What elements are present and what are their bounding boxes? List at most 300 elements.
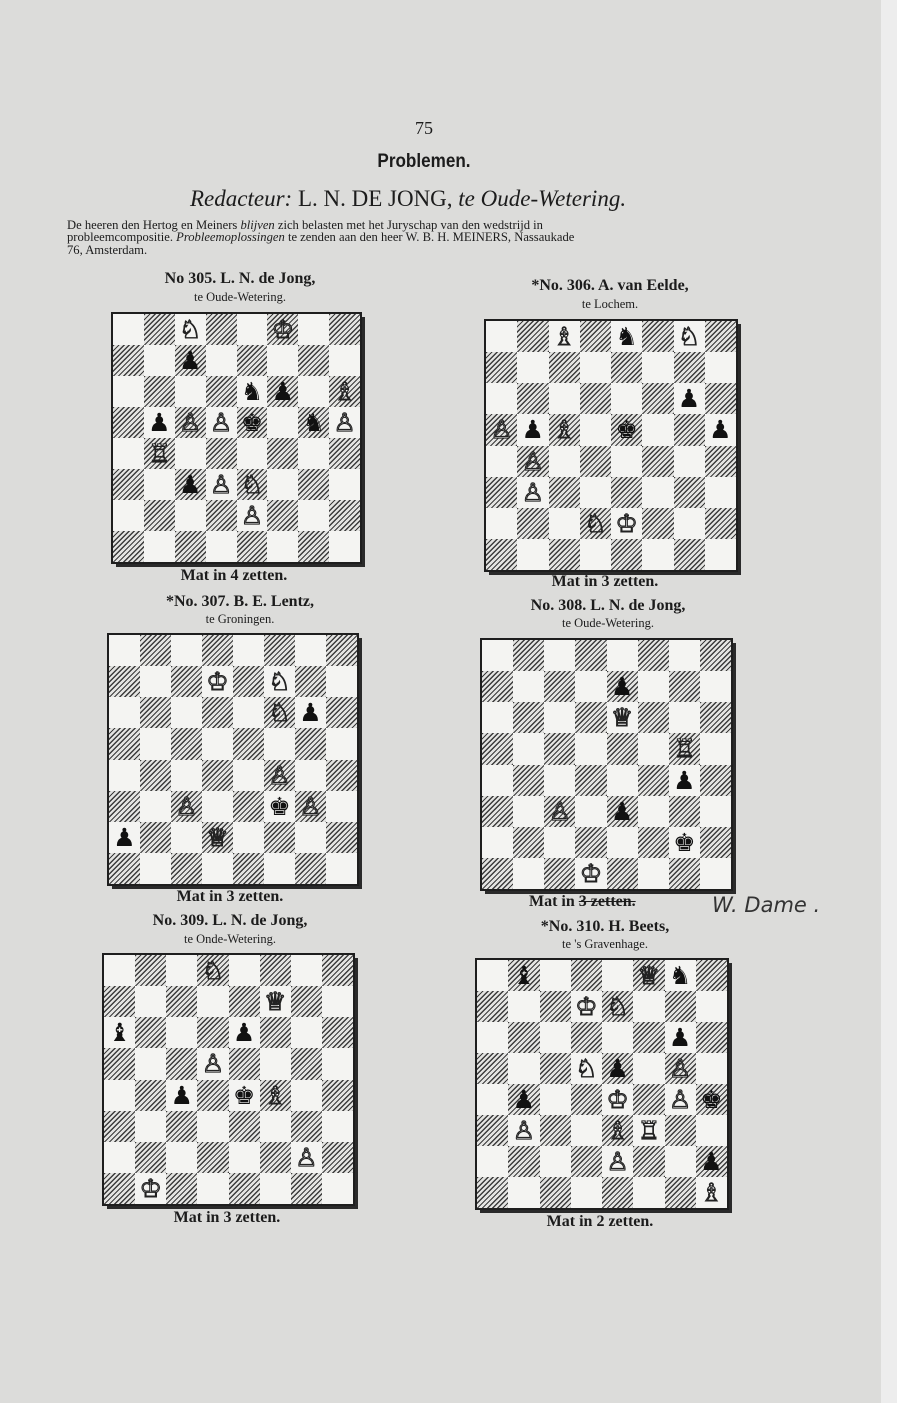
board-square	[705, 539, 736, 570]
board-square	[197, 1111, 228, 1142]
board-square	[233, 822, 264, 853]
board-square	[202, 666, 233, 697]
board-square	[109, 666, 140, 697]
board-square	[166, 955, 197, 986]
board-square	[295, 791, 326, 822]
page-number: 75	[415, 118, 433, 138]
problem-caption: Mat in 3 zetten.	[173, 1209, 281, 1226]
board-square	[665, 991, 696, 1022]
intro-text: 76, Amsterdam.	[67, 242, 148, 257]
board-square	[633, 991, 664, 1022]
editor-place: te Oude-Wetering.	[458, 186, 627, 211]
intro-text: te zenden aan den heer W. B. H. MEINERS, Nassaukade	[284, 230, 575, 245]
board-square	[642, 414, 673, 445]
board-square	[326, 791, 357, 822]
problem-place: te 's Gravenhage.	[562, 937, 648, 951]
black-knight-icon: ♞	[615, 322, 638, 352]
board-square	[575, 640, 606, 671]
board-square	[580, 383, 611, 414]
board-square	[571, 991, 602, 1022]
board-square	[135, 1111, 166, 1142]
board-square	[602, 1022, 633, 1053]
board-square	[264, 791, 295, 822]
board-square	[602, 1115, 633, 1146]
board-square	[508, 991, 539, 1022]
board-square	[104, 1173, 135, 1204]
board-square	[571, 960, 602, 991]
board-grid	[477, 960, 727, 1208]
board-square	[206, 469, 237, 500]
board-square	[267, 407, 298, 438]
board-square	[549, 539, 580, 570]
board-square	[229, 986, 260, 1017]
white-pawn-icon: ♙	[548, 796, 572, 826]
board-square	[326, 697, 357, 728]
board-square	[705, 477, 736, 508]
black-king-icon: ♚	[268, 791, 291, 821]
white-bishop-icon: ♗	[552, 415, 576, 445]
board-square	[109, 760, 140, 791]
board-square	[696, 1053, 727, 1084]
black-pawn-icon: ♟	[668, 1023, 692, 1052]
problem-caption: Mat in 4 zetten.	[180, 567, 288, 584]
board-grid	[113, 314, 360, 562]
board-square	[580, 321, 611, 352]
board-square	[113, 314, 144, 345]
board-square	[611, 352, 642, 383]
board-square	[544, 640, 575, 671]
board-square	[329, 407, 360, 438]
board-square	[486, 477, 517, 508]
board-square	[140, 822, 171, 853]
board-square	[291, 1017, 322, 1048]
board-square	[104, 1080, 135, 1111]
white-bishop-icon: ♗	[700, 1178, 723, 1207]
board-square	[144, 407, 175, 438]
board-square	[513, 765, 544, 796]
board-square	[642, 321, 673, 352]
board-square	[486, 383, 517, 414]
board-square	[326, 635, 357, 666]
board-square	[171, 666, 202, 697]
board-square	[665, 1084, 696, 1115]
board-square	[260, 1017, 291, 1048]
board-square	[477, 1084, 508, 1115]
board-square	[477, 991, 508, 1022]
board-square	[700, 858, 731, 889]
board-square	[482, 671, 513, 702]
board-square	[233, 853, 264, 884]
board-square	[295, 760, 326, 791]
board-square	[638, 702, 669, 733]
board-square	[202, 635, 233, 666]
board-square	[267, 500, 298, 531]
problem-place: te Lochem.	[581, 297, 639, 311]
board-square	[135, 986, 166, 1017]
handwritten-annotation: W. Dame .	[712, 893, 821, 917]
board-square	[482, 827, 513, 858]
board-square	[206, 314, 237, 345]
board-square	[674, 477, 705, 508]
board-square	[700, 671, 731, 702]
black-pawn-icon: ♟	[521, 415, 545, 445]
board-square	[549, 352, 580, 383]
board-square	[642, 383, 673, 414]
board-square	[197, 1080, 228, 1111]
black-pawn-icon: ♟	[700, 1147, 723, 1176]
board-square	[291, 1080, 322, 1111]
board-square	[633, 1177, 664, 1208]
board-square	[633, 1084, 664, 1115]
white-pawn-icon: ♙	[209, 408, 233, 437]
board-square	[267, 314, 298, 345]
board-square	[175, 376, 206, 407]
board-square	[611, 383, 642, 414]
problem-title: No. 308. L. N. de Jong,	[530, 597, 686, 614]
board-square	[517, 477, 548, 508]
board-grid	[482, 640, 731, 889]
board-square	[705, 508, 736, 539]
board-square	[638, 765, 669, 796]
board-square	[633, 1115, 664, 1146]
board-square	[571, 1022, 602, 1053]
board-square	[113, 531, 144, 562]
board-square	[267, 531, 298, 562]
board-square	[508, 1084, 539, 1115]
board-square	[696, 991, 727, 1022]
black-knight-icon: ♞	[302, 408, 325, 437]
board-square	[540, 1146, 571, 1177]
board-square	[602, 991, 633, 1022]
black-pawn-icon: ♟	[148, 408, 171, 437]
white-pawn-icon: ♙	[490, 415, 513, 445]
board-square	[206, 407, 237, 438]
board-square	[705, 352, 736, 383]
board-square	[237, 345, 268, 376]
chess-board	[480, 638, 733, 891]
board-square	[642, 352, 673, 383]
board-square	[295, 822, 326, 853]
board-square	[611, 446, 642, 477]
board-square	[135, 1048, 166, 1079]
chess-board	[484, 319, 738, 572]
board-square	[113, 469, 144, 500]
board-square	[669, 765, 700, 796]
board-square	[513, 671, 544, 702]
board-square	[144, 469, 175, 500]
board-square	[260, 1173, 291, 1204]
board-square	[517, 383, 548, 414]
white-king-icon: ♔	[606, 1085, 629, 1114]
board-square	[544, 733, 575, 764]
board-square	[166, 1173, 197, 1204]
board-square	[104, 955, 135, 986]
board-square	[477, 960, 508, 991]
black-pawn-icon: ♟	[113, 822, 136, 852]
board-square	[477, 1146, 508, 1177]
chess-board	[111, 312, 362, 564]
board-square	[166, 1142, 197, 1173]
board-square	[291, 1173, 322, 1204]
board-square	[544, 827, 575, 858]
white-queen-icon: ♕	[206, 822, 229, 852]
board-square	[486, 352, 517, 383]
board-square	[549, 383, 580, 414]
board-square	[326, 853, 357, 884]
board-square	[665, 1146, 696, 1177]
caption-text: Mat in	[529, 893, 579, 910]
white-pawn-icon: ♙	[521, 477, 545, 507]
black-knight-icon: ♞	[668, 961, 692, 990]
board-square	[144, 376, 175, 407]
board-square	[202, 791, 233, 822]
board-square	[611, 477, 642, 508]
board-square	[517, 446, 548, 477]
board-square	[291, 986, 322, 1017]
board-square	[580, 508, 611, 539]
board-square	[113, 345, 144, 376]
board-square	[486, 539, 517, 570]
board-square	[237, 438, 268, 469]
black-pawn-icon: ♟	[232, 1018, 256, 1048]
board-square	[144, 314, 175, 345]
board-square	[633, 1053, 664, 1084]
board-square	[267, 438, 298, 469]
white-pawn-icon: ♙	[668, 1085, 692, 1114]
white-queen-icon: ♕	[610, 703, 634, 733]
board-square	[109, 791, 140, 822]
board-square	[260, 1111, 291, 1142]
problem-place: te Onde-Wetering.	[183, 932, 276, 946]
page-edge	[881, 0, 897, 1403]
black-pawn-icon: ♟	[677, 384, 701, 414]
board-square	[113, 438, 144, 469]
board-square	[674, 383, 705, 414]
board-square	[669, 671, 700, 702]
board-square	[607, 640, 638, 671]
white-knight-icon: ♘	[584, 508, 607, 538]
board-square	[611, 539, 642, 570]
board-square	[298, 531, 329, 562]
board-square	[175, 469, 206, 500]
board-square	[602, 1146, 633, 1177]
board-square	[197, 955, 228, 986]
board-square	[166, 1080, 197, 1111]
white-king-icon: ♔	[139, 1173, 162, 1203]
board-square	[580, 539, 611, 570]
board-square	[477, 1115, 508, 1146]
board-square	[607, 858, 638, 889]
board-square	[575, 765, 606, 796]
board-square	[642, 446, 673, 477]
board-square	[329, 345, 360, 376]
board-square	[540, 1084, 571, 1115]
board-square	[206, 376, 237, 407]
board-square	[229, 1142, 260, 1173]
white-pawn-icon: ♙	[178, 408, 202, 437]
board-square	[109, 853, 140, 884]
board-square	[322, 955, 353, 986]
board-square	[237, 500, 268, 531]
board-square	[674, 321, 705, 352]
board-square	[267, 345, 298, 376]
board-square	[135, 1142, 166, 1173]
black-pawn-icon: ♟	[709, 415, 732, 445]
board-square	[602, 960, 633, 991]
board-square	[482, 640, 513, 671]
board-square	[513, 796, 544, 827]
board-square	[135, 1017, 166, 1048]
board-square	[611, 321, 642, 352]
board-square	[206, 531, 237, 562]
board-square	[674, 508, 705, 539]
board-square	[175, 314, 206, 345]
white-queen-icon: ♕	[263, 987, 287, 1017]
board-square	[144, 438, 175, 469]
board-square	[109, 728, 140, 759]
black-pawn-icon: ♟	[606, 1054, 629, 1083]
problem-title: No. 309. L. N. de Jong,	[152, 912, 308, 929]
board-square	[144, 500, 175, 531]
problem-caption: Mat in 3 zetten.	[176, 888, 284, 905]
board-square	[638, 827, 669, 858]
board-square	[298, 407, 329, 438]
board-square	[229, 955, 260, 986]
board-square	[508, 1053, 539, 1084]
board-square	[135, 955, 166, 986]
board-square	[575, 671, 606, 702]
board-square	[229, 1173, 260, 1204]
white-pawn-icon: ♙	[299, 791, 322, 821]
board-square	[202, 728, 233, 759]
board-square	[642, 477, 673, 508]
board-square	[329, 438, 360, 469]
board-square	[113, 407, 144, 438]
intro-emphasis: blijven	[240, 218, 275, 232]
board-square	[642, 539, 673, 570]
board-square	[571, 1146, 602, 1177]
board-square	[580, 414, 611, 445]
problem-caption	[529, 893, 636, 911]
white-bishop-icon: ♗	[606, 1116, 629, 1145]
board-square	[197, 1017, 228, 1048]
board-square	[517, 321, 548, 352]
board-square	[135, 1080, 166, 1111]
board-square	[674, 539, 705, 570]
board-square	[298, 345, 329, 376]
board-square	[322, 1017, 353, 1048]
board-square	[544, 796, 575, 827]
board-square	[700, 640, 731, 671]
white-knight-icon: ♘	[575, 1054, 598, 1083]
board-square	[540, 1053, 571, 1084]
black-king-icon: ♚	[700, 1085, 723, 1114]
board-square	[696, 1146, 727, 1177]
board-square	[109, 697, 140, 728]
board-square	[264, 666, 295, 697]
problem-place: te Oude-Wetering.	[561, 616, 654, 630]
board-square	[571, 1053, 602, 1084]
white-rook-icon: ♖	[637, 1116, 661, 1145]
board-square	[171, 728, 202, 759]
white-bishop-icon: ♗	[263, 1080, 287, 1110]
board-square	[260, 1048, 291, 1079]
board-square	[295, 666, 326, 697]
board-square	[104, 986, 135, 1017]
board-grid	[486, 321, 736, 570]
white-pawn-icon: ♙	[606, 1147, 629, 1176]
board-square	[171, 791, 202, 822]
board-square	[486, 508, 517, 539]
board-grid	[109, 635, 357, 884]
board-square	[295, 853, 326, 884]
board-square	[264, 697, 295, 728]
board-square	[229, 1111, 260, 1142]
board-square	[140, 760, 171, 791]
board-square	[206, 500, 237, 531]
board-square	[104, 1142, 135, 1173]
board-square	[140, 635, 171, 666]
board-square	[665, 1053, 696, 1084]
board-square	[580, 446, 611, 477]
board-square	[260, 986, 291, 1017]
board-square	[540, 991, 571, 1022]
board-square	[326, 822, 357, 853]
board-square	[291, 1111, 322, 1142]
black-pawn-icon: ♟	[610, 796, 634, 826]
white-pawn-icon: ♙	[175, 791, 198, 821]
black-pawn-icon: ♟	[512, 1085, 536, 1114]
board-square	[642, 508, 673, 539]
board-square	[109, 822, 140, 853]
board-square	[700, 702, 731, 733]
board-square	[700, 796, 731, 827]
board-square	[329, 500, 360, 531]
black-king-icon: ♚	[673, 827, 696, 857]
board-square	[322, 1080, 353, 1111]
white-queen-icon: ♕	[637, 961, 661, 990]
board-square	[144, 345, 175, 376]
white-knight-icon: ♘	[268, 698, 291, 728]
white-king-icon: ♔	[615, 508, 638, 538]
board-square	[295, 635, 326, 666]
board-square	[264, 760, 295, 791]
intro-text: probleemcompositie.	[67, 230, 177, 245]
board-square	[669, 827, 700, 858]
editor-line	[190, 186, 626, 212]
board-square	[326, 760, 357, 791]
board-square	[175, 438, 206, 469]
board-square	[540, 960, 571, 991]
board-square	[700, 733, 731, 764]
board-square	[104, 1017, 135, 1048]
board-square	[549, 321, 580, 352]
board-square	[171, 853, 202, 884]
board-square	[229, 1017, 260, 1048]
board-square	[633, 1022, 664, 1053]
board-square	[171, 697, 202, 728]
board-square	[144, 531, 175, 562]
board-square	[171, 760, 202, 791]
intro-emphasis: Probleemoplossingen	[176, 230, 285, 245]
white-rook-icon: ♖	[673, 734, 696, 764]
board-square	[166, 1048, 197, 1079]
board-square	[166, 1017, 197, 1048]
black-king-icon: ♚	[615, 415, 638, 445]
board-square	[544, 858, 575, 889]
board-square	[700, 827, 731, 858]
board-square	[329, 314, 360, 345]
